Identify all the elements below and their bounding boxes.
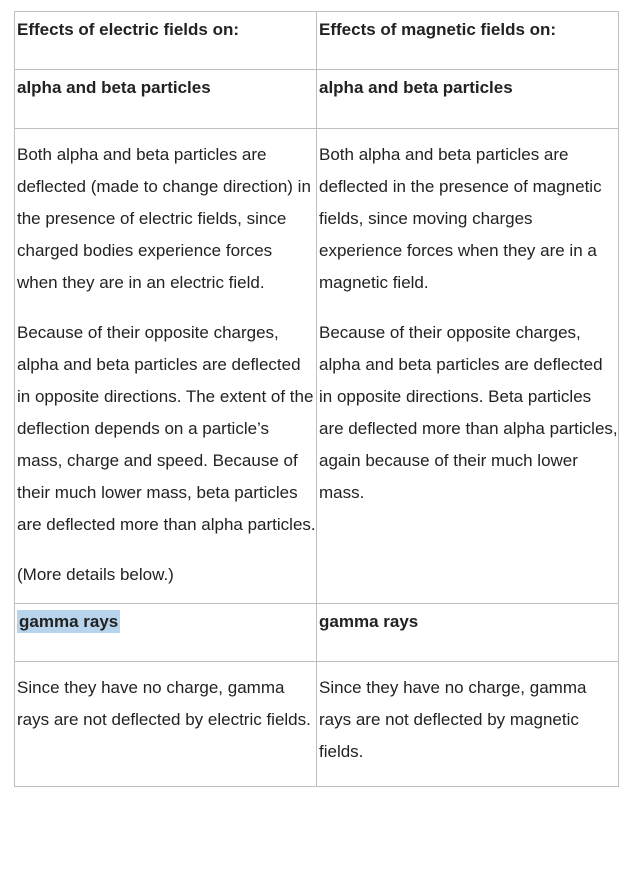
alpha-beta-magnetic-paragraph-1: Both alpha and beta particles are deflected in the presence of magnetic fields, since moving charges experience forces when they are in a magnetic field. bbox=[319, 145, 602, 292]
alpha-beta-magnetic-paragraph-2: Because of their opposite charges, alpha and beta particles are deflected in opposite directions. Beta particles are deflected more than alpha particles, again because of their much lower mass. bbox=[319, 323, 618, 502]
alpha-beta-label-magnetic-cell bbox=[317, 70, 619, 129]
alpha-beta-label-electric-cell bbox=[15, 70, 317, 129]
gamma-magnetic-paragraph: Since they have no charge, gamma rays are not deflected by magnetic fields. bbox=[319, 678, 587, 761]
gamma-label-row bbox=[15, 604, 619, 662]
gamma-electric-cell bbox=[15, 662, 317, 787]
comparison-table bbox=[14, 11, 619, 787]
gamma-label-magnetic-cell bbox=[317, 604, 619, 662]
gamma-label-electric-highlighted: gamma rays bbox=[19, 612, 119, 631]
gamma-body-row bbox=[15, 662, 619, 787]
alpha-beta-label-magnetic: alpha and beta particles bbox=[319, 78, 513, 97]
gamma-label-magnetic: gamma rays bbox=[319, 612, 419, 631]
header-magnetic: Effects of magnetic fields on: bbox=[319, 20, 557, 39]
alpha-beta-electric-paragraph-1: Both alpha and beta particles are deflected (made to change direction) in the presence of electric fields, since charged bodies experience forces when they are in an electric field. bbox=[17, 145, 311, 292]
header-electric-cell bbox=[15, 12, 317, 70]
header-electric: Effects of electric fields on: bbox=[17, 20, 239, 39]
alpha-beta-label-electric: alpha and beta particles bbox=[17, 78, 211, 97]
gamma-label-electric-cell bbox=[15, 604, 317, 662]
alpha-beta-magnetic-cell bbox=[317, 129, 619, 604]
alpha-beta-body-row bbox=[15, 129, 619, 604]
header-magnetic-cell bbox=[317, 12, 619, 70]
gamma-electric-paragraph: Since they have no charge, gamma rays are not deflected by electric fields. bbox=[17, 678, 311, 729]
alpha-beta-electric-paragraph-2: Because of their opposite charges, alpha and beta particles are deflected in opposite directions. The extent of the deflection depends on a particle’s mass, charge and speed. Because of their much lower mass, beta particles are deflected more than alpha particles. bbox=[17, 323, 316, 534]
alpha-beta-electric-cell bbox=[15, 129, 317, 604]
header-row bbox=[15, 12, 619, 70]
alpha-beta-label-row bbox=[15, 70, 619, 129]
gamma-magnetic-cell bbox=[317, 662, 619, 787]
alpha-beta-electric-paragraph-3: (More details below.) bbox=[17, 565, 174, 584]
